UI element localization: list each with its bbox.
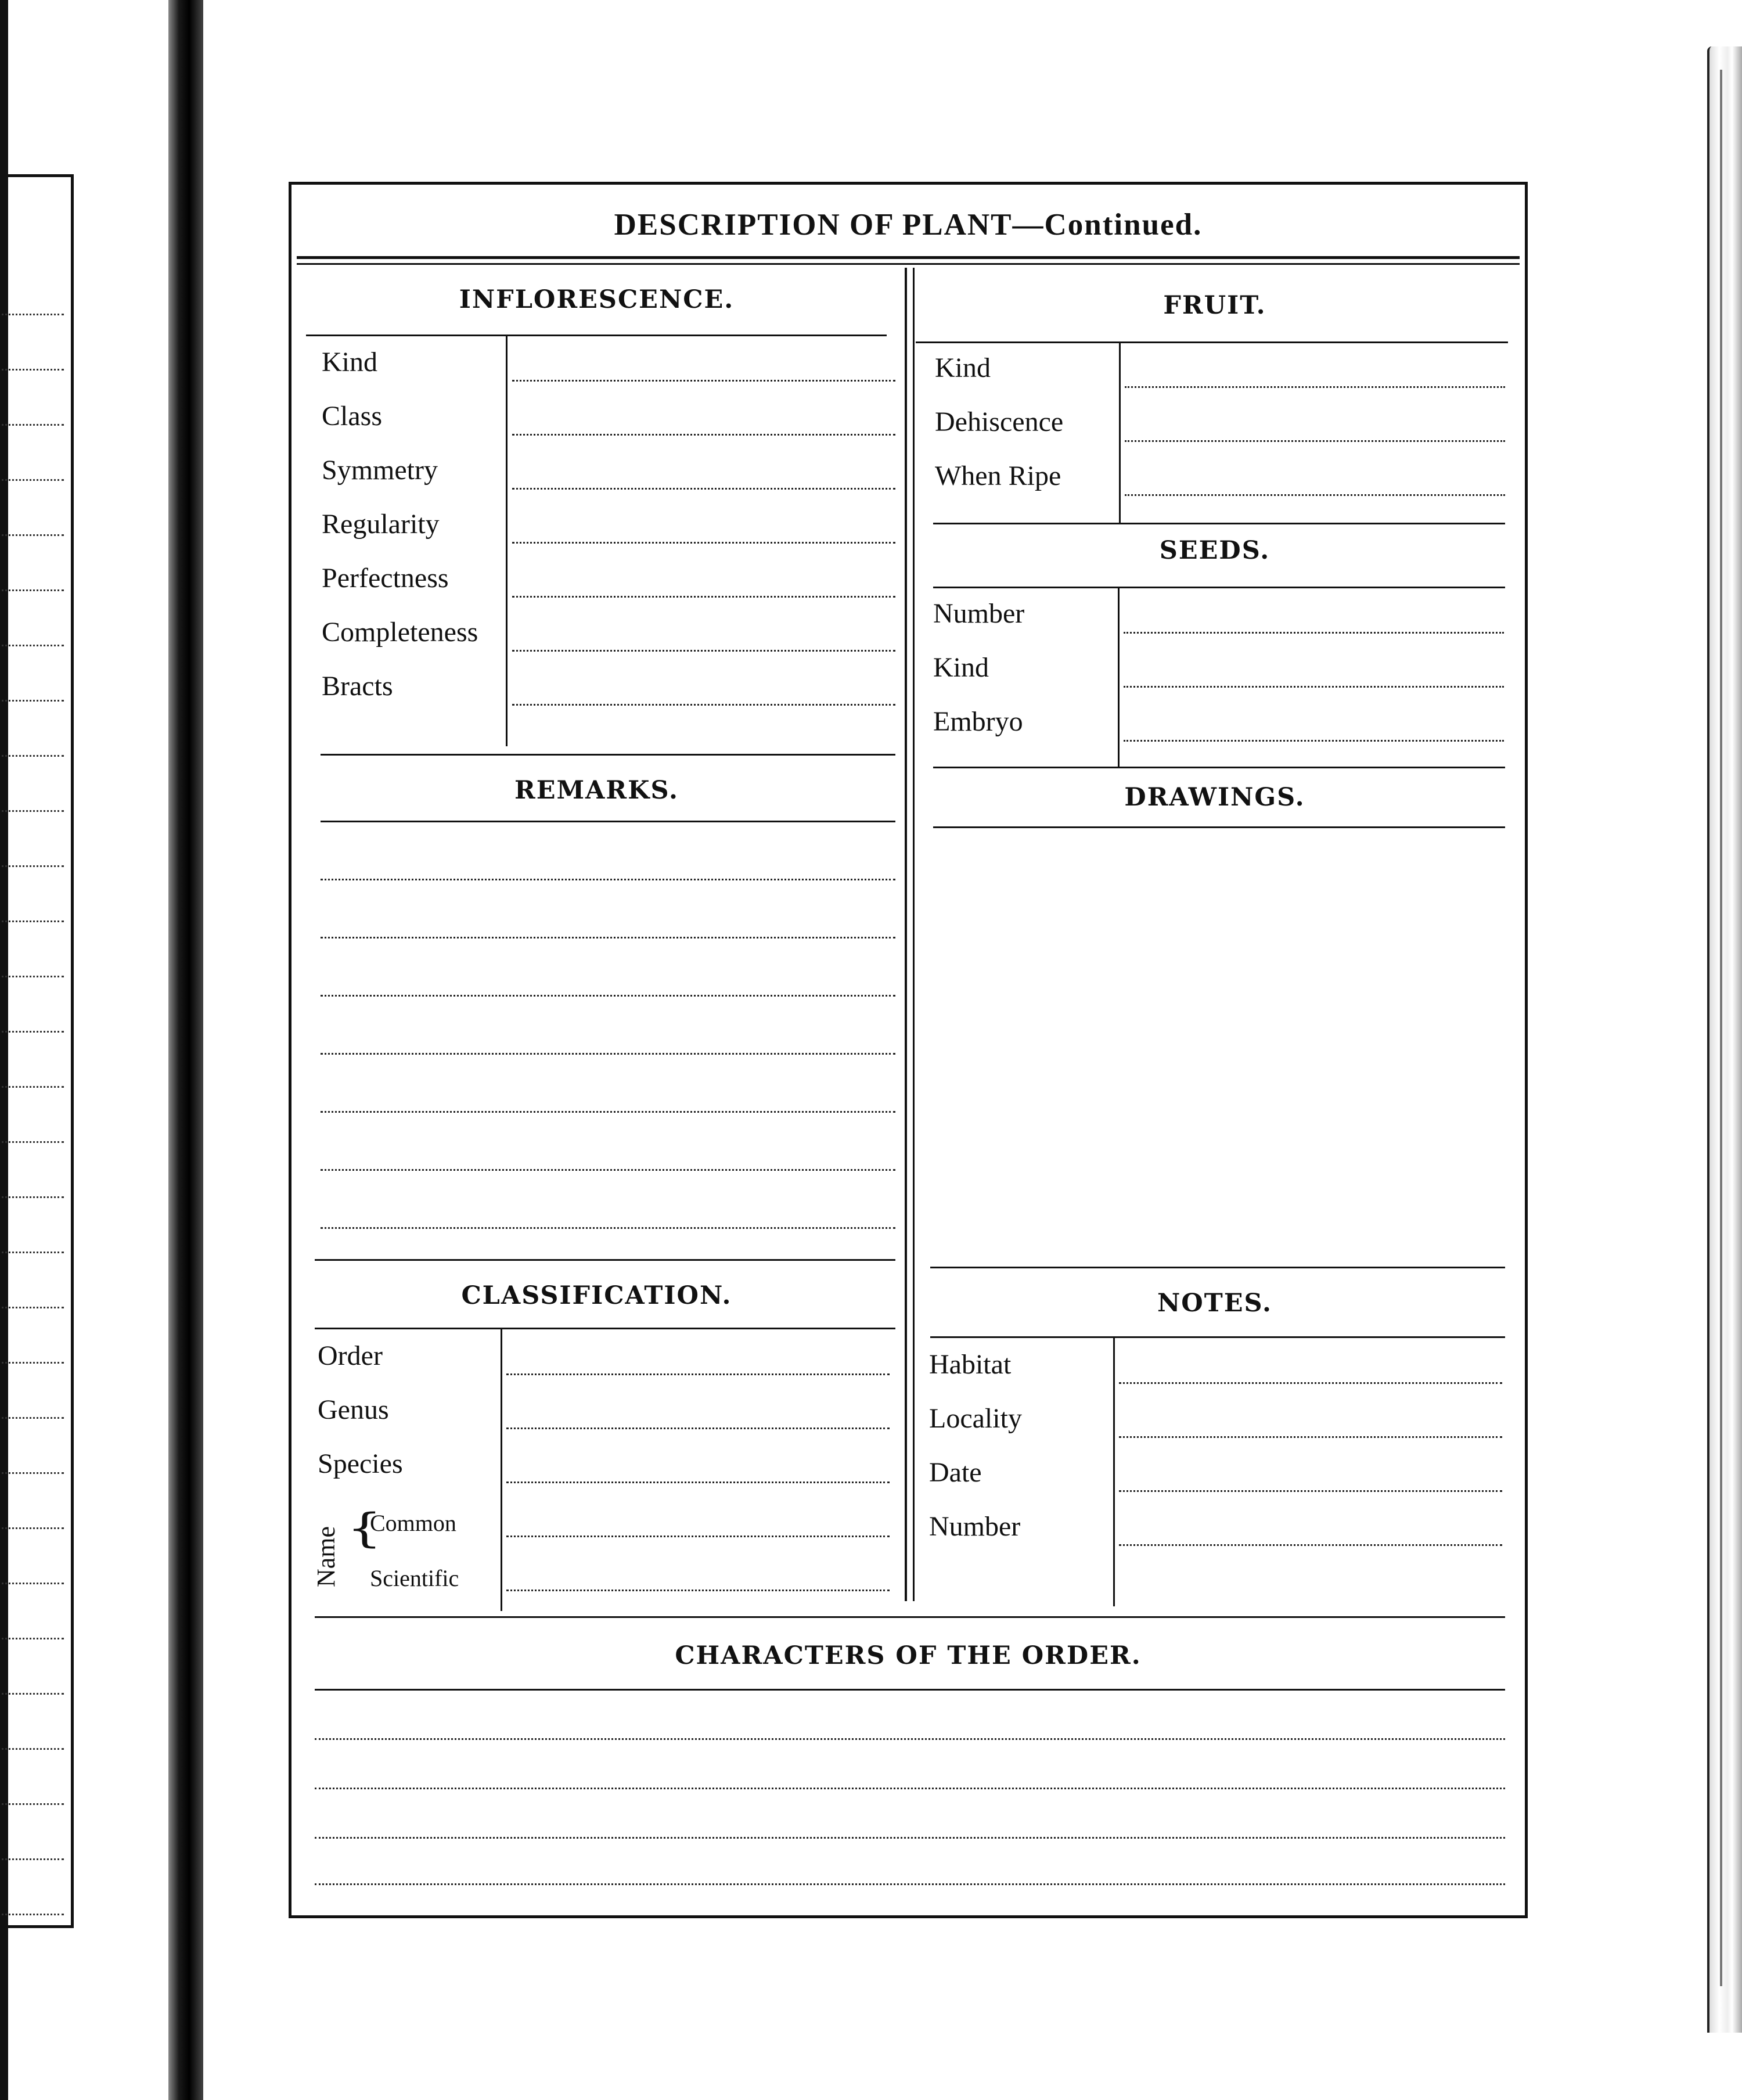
facing-page-rule <box>0 1086 64 1088</box>
name-group-label: Name <box>312 1526 340 1587</box>
section-rule <box>315 1328 895 1329</box>
section-rule <box>930 1267 1505 1268</box>
drawings-area[interactable] <box>933 829 1505 1262</box>
remarks-line[interactable] <box>321 879 895 880</box>
seeds-number-field[interactable] <box>1124 632 1504 634</box>
facing-page-rule <box>0 700 64 702</box>
label-column-rule <box>1119 343 1121 524</box>
section-rule <box>933 587 1505 588</box>
characters-of-order-heading: CHARACTERS OF THE ORDER. <box>675 1641 1142 1670</box>
page-stack-edge <box>1707 46 1742 2033</box>
fruit-dehiscence-label: Dehiscence <box>935 407 1064 437</box>
column-divider <box>905 268 910 1601</box>
inflorescence-bracts-label: Bracts <box>322 671 393 702</box>
classification-order-field[interactable] <box>506 1373 890 1375</box>
facing-page-rule <box>0 479 64 481</box>
classification-genus-label: Genus <box>318 1394 389 1425</box>
name-scientific-field[interactable] <box>506 1590 890 1591</box>
seeds-heading: SEEDS. <box>1159 536 1270 565</box>
facing-page-rule <box>0 424 64 426</box>
facing-page-rule <box>0 1583 64 1584</box>
page-stack-line <box>1720 70 1722 1986</box>
inflorescence-heading: INFLORESCENCE. <box>459 285 735 314</box>
facing-page-rule <box>0 1362 64 1364</box>
fruit-kind-label: Kind <box>935 353 991 383</box>
facing-page-rule <box>0 1472 64 1474</box>
section-rule <box>315 1689 1505 1691</box>
facing-page-rule <box>0 1803 64 1805</box>
characters-line[interactable] <box>315 1738 1505 1740</box>
facing-page-rule <box>0 1914 64 1915</box>
notes-habitat-label: Habitat <box>929 1349 1012 1380</box>
facing-page-rule <box>0 865 64 867</box>
characters-line[interactable] <box>315 1837 1505 1839</box>
remarks-line[interactable] <box>321 1227 895 1229</box>
section-rule <box>933 523 1505 524</box>
facing-page-rule <box>0 1196 64 1198</box>
seeds-kind-field[interactable] <box>1124 686 1504 688</box>
inflorescence-class-field[interactable] <box>512 434 895 436</box>
plant-description-form <box>289 182 1528 1918</box>
remarks-heading: REMARKS. <box>514 776 679 805</box>
classification-genus-field[interactable] <box>506 1427 890 1429</box>
inflorescence-kind-field[interactable] <box>512 380 895 382</box>
drawings-heading: DRAWINGS. <box>1124 783 1305 812</box>
notes-date-label: Date <box>929 1457 982 1488</box>
inflorescence-regularity-field[interactable] <box>512 542 895 544</box>
remarks-line[interactable] <box>321 937 895 938</box>
binding-gutter <box>168 0 203 2100</box>
fruit-dehiscence-field[interactable] <box>1125 440 1505 442</box>
section-rule <box>321 821 895 822</box>
section-rule <box>916 341 1508 343</box>
fruit-heading: FRUIT. <box>1163 291 1266 320</box>
label-column-rule <box>1113 1338 1115 1606</box>
form-title: DESCRIPTION OF PLANT—Continued. <box>614 208 1203 242</box>
classification-order-label: Order <box>318 1340 383 1371</box>
inflorescence-perfectness-label: Perfectness <box>322 563 449 594</box>
seeds-number-label: Number <box>933 598 1025 629</box>
inflorescence-completeness-label: Completeness <box>322 617 478 648</box>
notes-date-field[interactable] <box>1119 1490 1502 1492</box>
classification-species-field[interactable] <box>506 1481 890 1483</box>
notes-number-label: Number <box>929 1511 1021 1542</box>
seeds-embryo-label: Embryo <box>933 706 1023 737</box>
facing-page-rule <box>0 755 64 757</box>
notes-locality-label: Locality <box>929 1403 1022 1434</box>
characters-line[interactable] <box>315 1883 1505 1885</box>
section-rule <box>930 1336 1505 1338</box>
facing-page-rule <box>0 534 64 536</box>
inflorescence-completeness-field[interactable] <box>512 650 895 652</box>
title-rule <box>297 256 1520 259</box>
facing-page-form-box <box>0 174 74 1928</box>
section-rule <box>315 1616 1505 1618</box>
notes-habitat-field[interactable] <box>1119 1382 1502 1384</box>
facing-page-rule <box>0 976 64 977</box>
facing-page-rule <box>0 1252 64 1253</box>
inflorescence-kind-label: Kind <box>322 347 377 377</box>
remarks-line[interactable] <box>321 1111 895 1113</box>
remarks-line[interactable] <box>321 995 895 997</box>
facing-page-rule <box>0 920 64 922</box>
inflorescence-bracts-field[interactable] <box>512 704 895 706</box>
remarks-line[interactable] <box>321 1169 895 1171</box>
facing-page-rule <box>0 1031 64 1033</box>
facing-page-rule <box>0 369 64 371</box>
title-rule <box>297 263 1520 265</box>
facing-page-rule <box>0 1307 64 1308</box>
facing-page-rule <box>0 1748 64 1750</box>
notes-locality-field[interactable] <box>1119 1436 1502 1438</box>
facing-page-rule <box>0 589 64 591</box>
classification-heading: CLASSIFICATION. <box>461 1281 732 1310</box>
inflorescence-class-label: Class <box>322 401 383 431</box>
facing-page-rule <box>0 314 64 315</box>
label-column-rule <box>501 1329 502 1611</box>
seeds-embryo-field[interactable] <box>1124 740 1504 742</box>
seeds-kind-label: Kind <box>933 652 989 683</box>
inflorescence-symmetry-field[interactable] <box>512 488 895 490</box>
name-common-field[interactable] <box>506 1536 890 1537</box>
brace-icon: { <box>347 1504 383 1552</box>
section-rule <box>315 1259 895 1261</box>
label-column-rule <box>1118 588 1120 768</box>
name-common-label: Common <box>370 1510 456 1536</box>
classification-species-label: Species <box>318 1448 403 1479</box>
inflorescence-symmetry-label: Symmetry <box>322 455 438 486</box>
fruit-kind-field[interactable] <box>1125 386 1505 388</box>
section-rule <box>306 335 887 336</box>
facing-page-rule <box>0 810 64 812</box>
section-rule <box>933 826 1505 828</box>
section-rule <box>321 754 895 756</box>
facing-page-rule <box>0 1638 64 1639</box>
facing-page-rule <box>0 1693 64 1695</box>
facing-page <box>0 0 168 2100</box>
facing-page-rule <box>0 1527 64 1529</box>
inflorescence-regularity-label: Regularity <box>322 509 440 540</box>
notes-number-field[interactable] <box>1119 1544 1502 1546</box>
characters-line[interactable] <box>315 1788 1505 1789</box>
remarks-line[interactable] <box>321 1053 895 1055</box>
label-column-rule <box>506 336 508 746</box>
facing-page-rule <box>0 1141 64 1143</box>
fruit-when-ripe-label: When Ripe <box>935 461 1061 491</box>
name-scientific-label: Scientific <box>370 1565 459 1591</box>
section-rule <box>933 767 1505 768</box>
facing-page-rule <box>0 1858 64 1860</box>
inflorescence-perfectness-field[interactable] <box>512 596 895 598</box>
facing-page-rule <box>0 645 64 646</box>
facing-page-rule <box>0 1417 64 1419</box>
notes-heading: NOTES. <box>1157 1289 1273 1318</box>
fruit-when-ripe-field[interactable] <box>1125 494 1505 496</box>
